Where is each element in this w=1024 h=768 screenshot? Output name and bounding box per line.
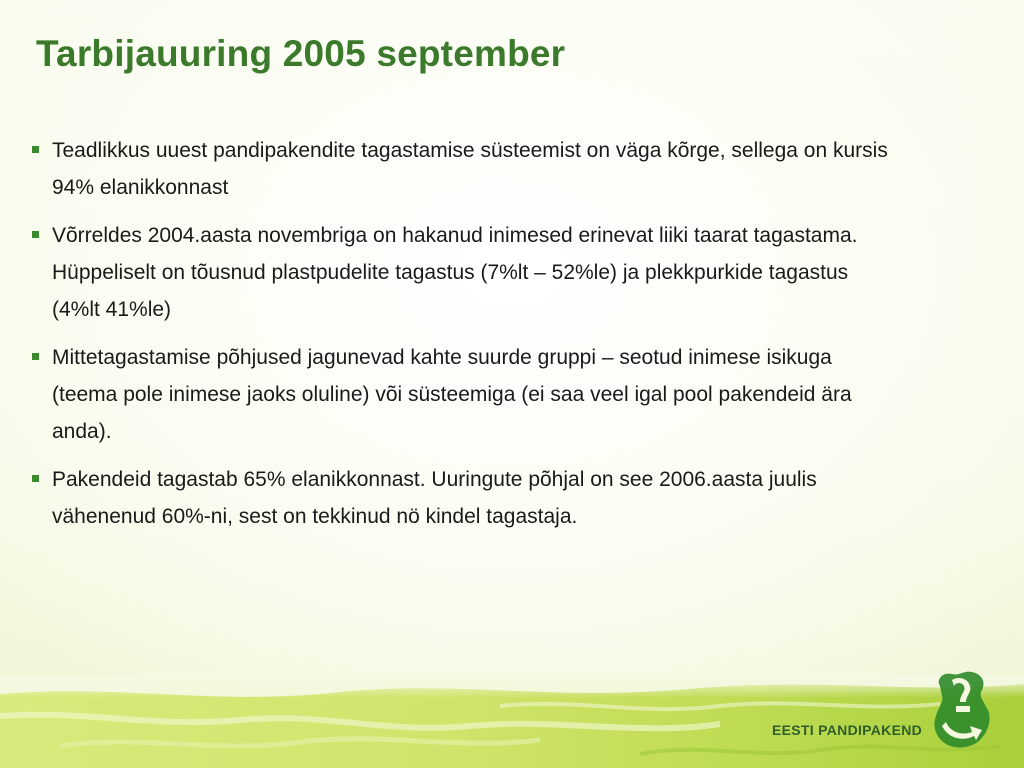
bullet-text: Mittetagastamise põhjused jagunevad kahte suurde gruppi – seotud inimese isikuga (teema pole inimese jaoks oluline) või süsteemiga (ei saa veel igal pool pakendeid ära anda). [52,346,852,443]
bullet-item [30,132,890,206]
square-bullet-icon [32,146,39,153]
bullet-text: Teadlikkus uuest pandipakendite tagastamise süsteemist on väga kõrge, sellega on kursis 94% elanikkonnast [52,139,888,199]
logo-text: EESTI PANDIPAKEND [772,722,923,738]
bullet-item [30,339,890,450]
bullet-text: Pakendeid tagastab 65% elanikkonnast. Uuringute põhjal on see 2006.aasta juulis vähenenud 60%-ni, sest on tekkinud nö kindel tagastaja. [52,468,817,528]
bullet-text: Võrreldes 2004.aasta novembriga on hakanud inimesed erinevat liiki taarat tagastama. Hüppeliselt on tõusnud plastpudelite tagastus (7%lt – 52%le) ja plekkpurkide tagastus (4%lt 41%le) [52,224,858,321]
square-bullet-icon [32,231,39,238]
bullet-item [30,461,890,535]
bullet-list [30,132,890,546]
square-bullet-icon [32,353,39,360]
bullet-item [30,217,890,328]
square-bullet-icon [32,475,39,482]
recycling-bottle-icon [926,666,996,752]
eesti-pandipakend-logo [764,660,1004,760]
slide-title: Tarbijauuring 2005 september [36,33,566,74]
